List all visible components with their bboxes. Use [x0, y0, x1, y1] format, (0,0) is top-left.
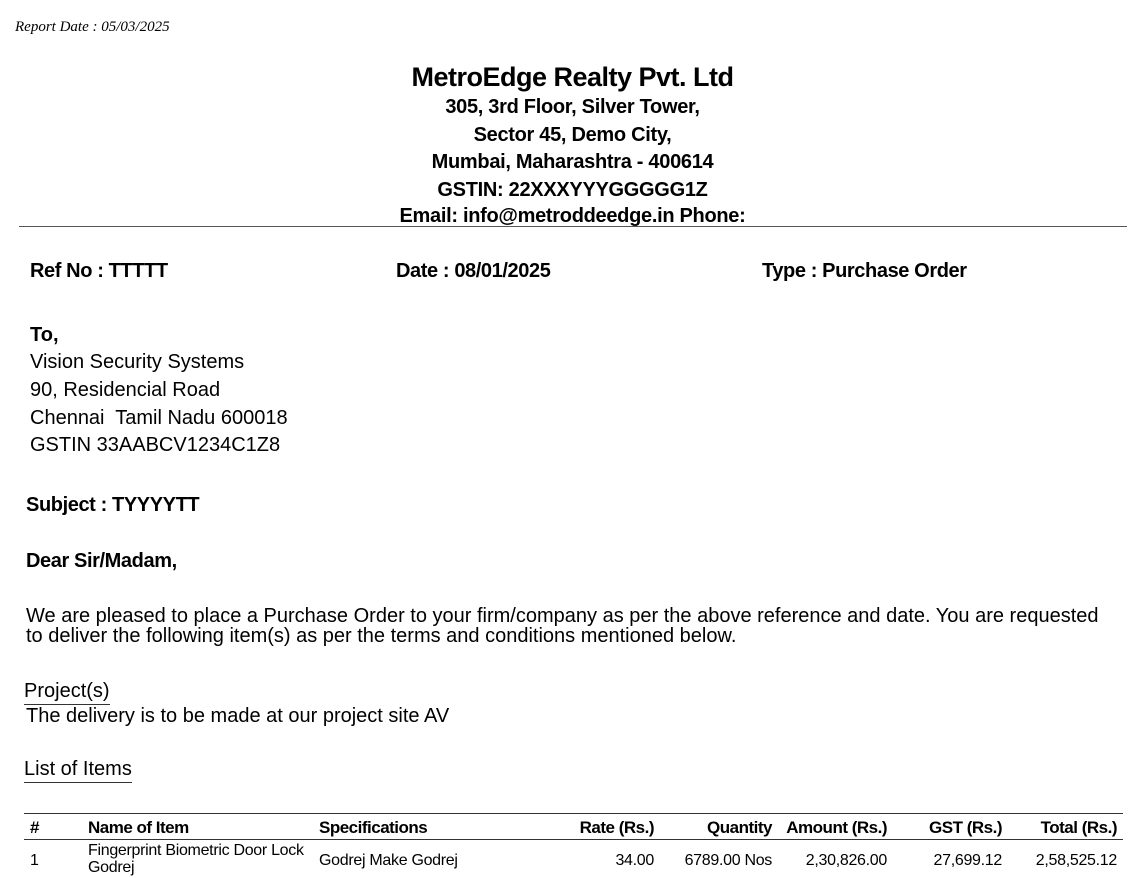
- company-contact: Email: info@metroddeedge.in Phone:: [0, 203, 1133, 229]
- col-header-rate: Rate (Rs.): [565, 814, 660, 840]
- cell-gst: 27,699.12: [893, 840, 1008, 878]
- to-label: To,: [30, 324, 59, 347]
- recipient-city: Chennai Tamil Nadu 600018: [30, 407, 288, 430]
- col-header-amount: Amount (Rs.): [778, 814, 893, 840]
- cell-rate: 34.00: [565, 840, 660, 878]
- company-header: [0, 60, 1133, 229]
- items-heading: List of Items: [24, 758, 132, 783]
- company-address-line2: Sector 45, Demo City,: [0, 122, 1133, 150]
- col-header-quantity: Quantity: [660, 814, 778, 840]
- col-header-gst: GST (Rs.): [893, 814, 1008, 840]
- cell-total: 2,58,525.12: [1008, 840, 1123, 878]
- cell-amount: 2,30,826.00: [778, 840, 893, 878]
- items-table: [24, 813, 1123, 878]
- recipient-name: Vision Security Systems: [30, 351, 244, 374]
- company-address-line3: Mumbai, Maharashtra - 400614: [0, 149, 1133, 177]
- salutation: Dear Sir/Madam,: [26, 550, 177, 573]
- cell-spec: Godrej Make Godrej: [313, 840, 565, 878]
- company-address-line1: 305, 3rd Floor, Silver Tower,: [0, 94, 1133, 122]
- col-header-specifications: Specifications: [313, 814, 565, 840]
- cell-number: 1: [24, 840, 82, 878]
- projects-text: The delivery is to be made at our project site AV: [26, 705, 449, 728]
- letter-body: We are pleased to place a Purchase Order to your firm/company as per the above reference and date. You are requested to deliver the following item(s) as per the terms and conditions mentioned below.: [26, 607, 1116, 646]
- cell-quantity: 6789.00 Nos: [660, 840, 778, 878]
- table-row: [24, 840, 1123, 878]
- subject: Subject : TYYYYTT: [26, 494, 199, 517]
- cell-name: Fingerprint Biometric Door Lock Godrej: [82, 840, 313, 878]
- report-date: Report Date : 05/03/2025: [15, 19, 170, 36]
- col-header-total: Total (Rs.): [1008, 814, 1123, 840]
- col-header-name: Name of Item: [82, 814, 313, 840]
- header-divider: [19, 226, 1127, 227]
- order-type: Type : Purchase Order: [762, 260, 967, 283]
- ref-no: Ref No : TTTTT: [30, 260, 168, 283]
- col-header-number: #: [24, 814, 82, 840]
- projects-heading: Project(s): [24, 680, 110, 705]
- recipient-gstin: GSTIN 33AABCV1234C1Z8: [30, 434, 280, 457]
- company-name: MetroEdge Realty Pvt. Ltd: [0, 60, 1133, 94]
- company-gstin: GSTIN: 22XXXYYYGGGGG1Z: [0, 177, 1133, 203]
- order-date: Date : 08/01/2025: [396, 260, 550, 283]
- items-header-row: [24, 814, 1123, 840]
- recipient-address: 90, Residencial Road: [30, 379, 220, 402]
